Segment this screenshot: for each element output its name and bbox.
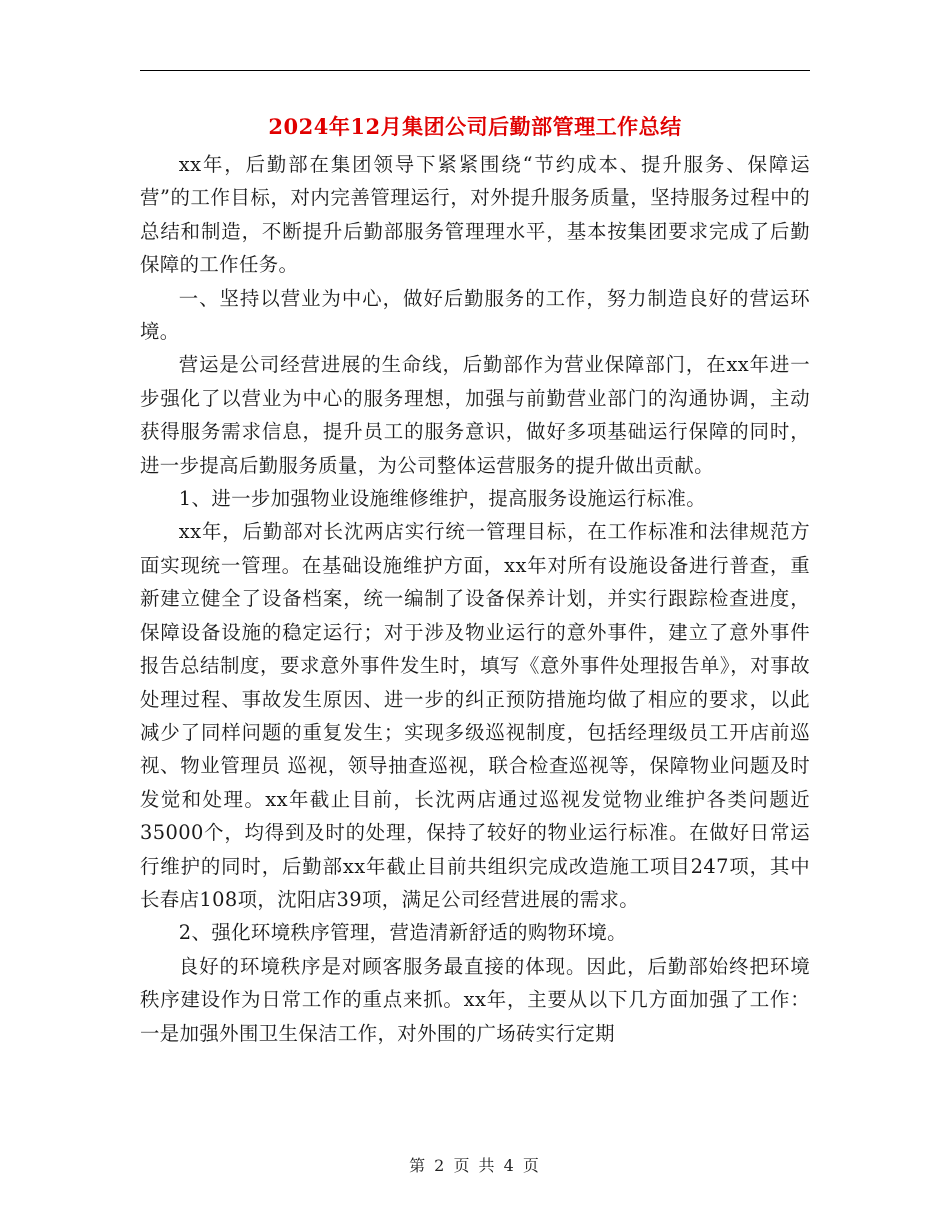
header-rule [140, 70, 810, 71]
section-heading-1: 一、坚持以营业为中心，做好后勤服务的工作，努力制造良好的营运环境。 [140, 286, 810, 344]
paragraph-environment: 良好的环境秩序是对顾客服务最直接的体现。因此，后勤部始终把环境秩序建设作为日常工作的重点来抓。xx年，主要从以下几方面加强了工作：一是加强外围卫生保洁工作，对外围的广场砖实行定期 [140, 954, 810, 1045]
paragraph-intro: xx年，后勤部在集团领导下紧紧围绕“节约成本、提升服务、保障运营”的工作目标，对内完善管理运行，对外提升服务质量，坚持服务过程中的总结和制造，不断提升后勤部服务管理理水平，基本按集团要求完成了后勤保障的工作任务。 [140, 153, 810, 277]
document-body [140, 148, 810, 1050]
page-number: 第 2 页 共 4 页 [409, 1156, 541, 1175]
document-title: 2024年12月集团公司后勤部管理工作总结 [268, 114, 682, 139]
subheading-1: 1、进一步加强物业设施维修维护，提高服务设施运行标准。 [178, 487, 707, 511]
subheading-2: 2、强化环境秩序管理，营造清新舒适的购物环境。 [178, 921, 627, 945]
paragraph-operations: 营运是公司经营进展的生命线，后勤部作为营业保障部门，在xx年进一步强化了以营业为中心的服务理想，加强与前勤营业部门的沟通协调，主动获得服务需求信息，提升员工的服务意识，做好多项基础运行保障的同时，进一步提高后勤服务质量，为公司整体运营服务的提升做出贡献。 [140, 353, 810, 477]
paragraph-facilities: xx年，后勤部对长沈两店实行统一管理目标，在工作标准和法律规范方面实现统一管理。在基础设施维护方面，xx年对所有设施设备进行普查，重新建立健全了设备档案，统一编制了设备保养计划，并实行跟踪检查进度，保障设备设施的稳定运行；对于涉及物业运行的意外事件，建立了意外事件报告总结制度，要求意外事件发生时，填写《意外事件处理报告单》，对事故处理过程、事故发生原因、进一步的纠正预防措施均做了相应的要求，以此减少了同样问题的重复发生；实现多级巡视制度，包括经理级员工开店前巡视、物业管理员 巡视，领导抽查巡视，联合检查巡视等，保障物业问题及时发觉和处理。xx年截止目前，长沈两店通过巡视发觉物业维护各类问题近35000个，均得到及时的处理，保持了较好的物业运行标准。在做好日常运行维护的同时，后勤部xx年截止目前共组织完成改造施工项目247项，其中长春店108项，沈阳店39项，满足公司经营进展的需求。 [140, 520, 810, 911]
